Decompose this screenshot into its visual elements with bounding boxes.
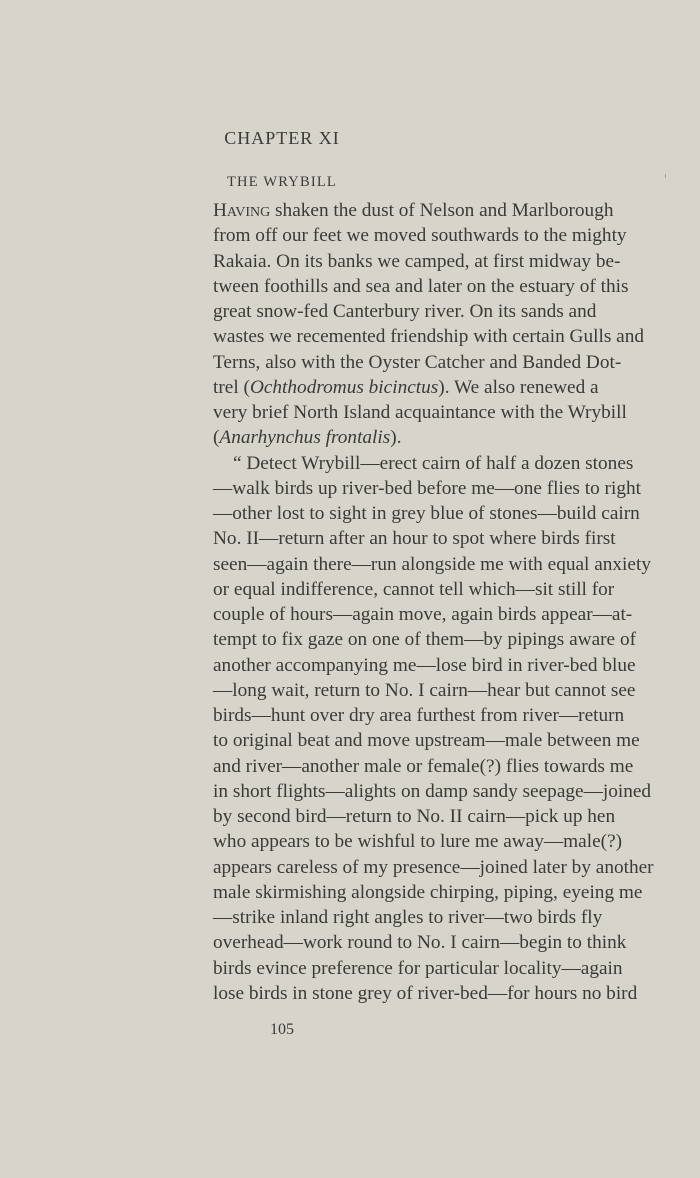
text-line: appears careless of my presence—joined later by another — [213, 856, 654, 878]
text-line — [213, 198, 614, 223]
text-line: lose birds in stone grey of river-bed—for hours no bird — [213, 982, 638, 1004]
dropcap-word: Having — [213, 200, 271, 221]
text-line: by second bird—return to No. II cairn—pick up hen — [213, 806, 616, 827]
text-line: birds evince preference for particular locality—again — [213, 957, 623, 979]
text-line: birds—hunt over dry area furthest from river—return — [213, 705, 625, 726]
text-line: tween foothills and sea and later on the estuary of this — [213, 275, 629, 297]
text-line: from off our feet we moved southwards to the mighty — [213, 225, 627, 247]
latin-name: Anarhynchus frontalis — [219, 427, 391, 449]
body-text — [213, 198, 654, 1006]
section-title: THE WRYBILL — [227, 174, 337, 190]
text-line: male skirmishing alongside chirping, piping, eyeing me — [213, 881, 643, 903]
page-number: 105 — [270, 1021, 294, 1038]
text-line: wastes we recemented friendship with certain Gulls and — [213, 326, 645, 348]
text-line: tempt to fix gaze on one of them—by pipings aware of — [213, 629, 637, 651]
text-line: seen—again there—run alongside me with equal anxiety — [213, 553, 651, 575]
text-line: overhead—work round to No. I cairn—begin to think — [213, 932, 627, 954]
latin-name: Ochthodromus bicinctus — [249, 376, 439, 398]
text-line: —long wait, return to No. I cairn—hear but cannot see — [213, 679, 636, 701]
text-line: to original beat and move upstream—male between me — [213, 730, 640, 752]
text-line — [213, 375, 599, 400]
text-line: and river—another male or female(?) flies towards me — [213, 755, 634, 777]
text-line: another accompanying me—lose bird in river-bed blue — [213, 654, 636, 676]
text-line: in short flights—alights on damp sandy seepage—joined — [213, 780, 652, 802]
text-fragment: ). We also renewed a — [438, 376, 599, 398]
text-line: —walk birds up river-bed before me—one flies to right — [213, 477, 641, 499]
text-line: Rakaia. On its banks we camped, at first midway be- — [213, 250, 621, 272]
text-line — [213, 425, 555, 450]
text-line: very brief North Island acquaintance with the Wrybill — [213, 402, 627, 423]
text-line: “ Detect Wrybill—erect cairn of half a dozen stones — [233, 452, 634, 474]
text-line: couple of hours—again move, again birds appear—at- — [213, 604, 633, 625]
text-fragment: ). — [390, 427, 402, 449]
text-fragment: ( — [213, 427, 220, 449]
text-line: No. II—return after an hour to spot where birds first — [213, 528, 616, 550]
chapter-heading: CHAPTER XI — [224, 128, 340, 148]
paper-speck — [665, 174, 666, 178]
text-line: Terns, also with the Oyster Catcher and Banded Dot- — [213, 351, 622, 373]
text-line: who appears to be wishful to lure me away—male(?) — [213, 831, 623, 853]
text-line: or equal indifference, cannot tell which—sit still for — [213, 578, 615, 600]
text-fragment: shaken the dust of Nelson and Marlborough — [270, 200, 614, 221]
text-line: —strike inland right angles to river—two birds fly — [213, 907, 603, 928]
text-line: great snow-fed Canterbury river. On its sands and — [213, 301, 597, 322]
text-line: —other lost to sight in grey blue of stones—build cairn — [213, 503, 640, 524]
text-fragment: trel ( — [213, 376, 250, 398]
